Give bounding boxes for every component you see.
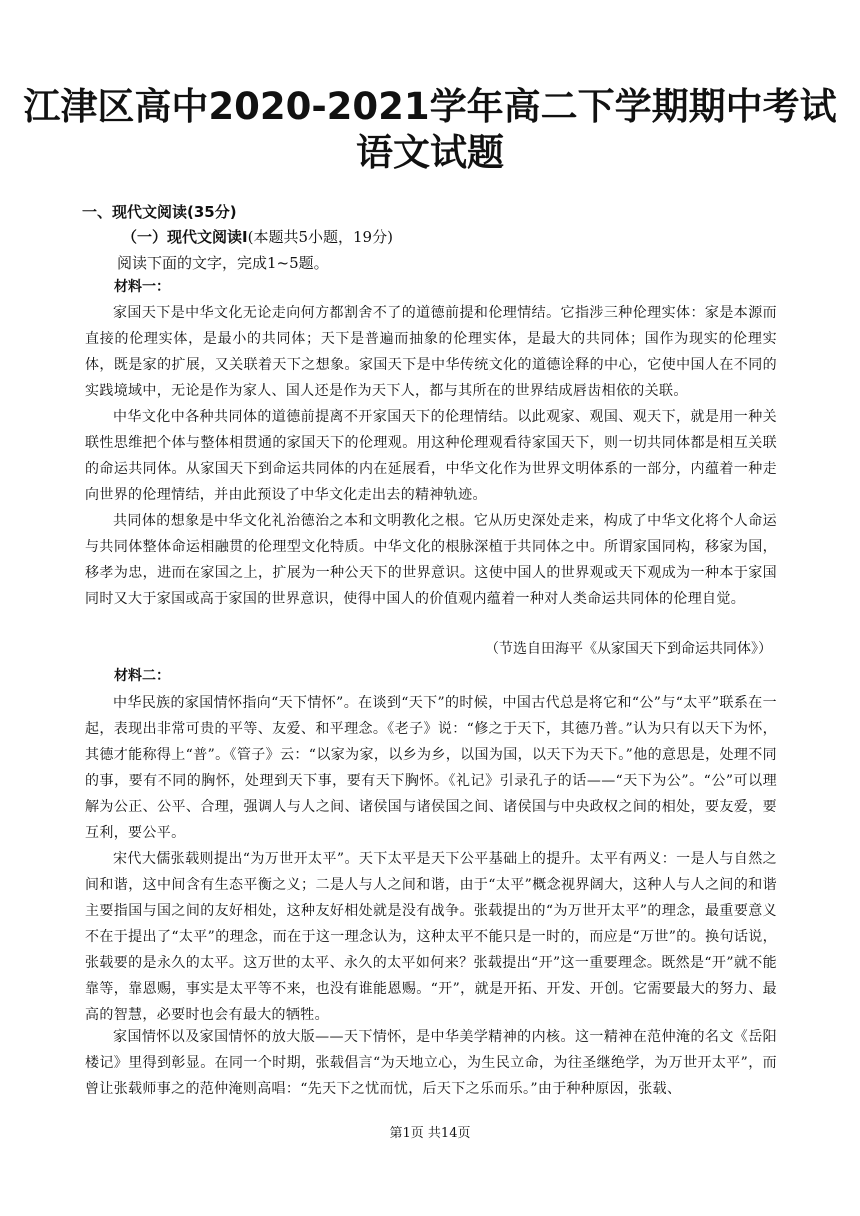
subsection-heading <box>122 226 393 248</box>
material-one-source: （节选自田海平《从家国天下到命运共同体》） <box>485 641 772 657</box>
exam-subtitle: 语文试题 <box>356 131 504 174</box>
exam-title: 江津区高中2020-2021学年高二下学期期中考试 <box>23 85 837 128</box>
material-one-paragraph: 家国天下是中华文化无论走向何方都割舍不了的道德前提和伦理情结。它指涉三种伦理实体：家是本源而直接的伦理实体，是最小的共同体；天下是普遍而抽象的伦理实体，是最大的共同体；国作为现实的伦理实体，既是家的扩展，又关联着天下之想象。家国天下是中华传统文化的道德诠释的中心，它使中国人在不同的实践境域中，无论是作为家人、国人还是作为天下人，都与其所在的世界结成唇齿相依的关联。 <box>85 305 777 399</box>
material-two-paragraph: 中华民族的家国情怀指向“天下情怀”。在谈到“天下”的时候，中国古代总是将它和“公”与“太平”联系在一起，表现出非常可贵的平等、友爱、和平理念。《老子》说：“修之于天下，其德乃普。”认为只有以天下为怀，其德才能称得上“普”。《管子》云：“以家为家，以乡为乡，以国为国，以天下为天下。”他的意思是，处理不同的事，要有不同的胸怀，处理到天下事，要有天下胸怀。《礼记》引录孔子的话——“天下为公”。“公”可以理解为公正、公平、合理，强调人与人之间、诸侯国与诸侯国之间、诸侯国与中央政权之间的相处，要友爱，要互利，要公平。 <box>85 695 777 841</box>
page-footer: 第1页 共14页 <box>389 1126 471 1141</box>
material-two-paragraph: 家国情怀以及家国情怀的放大版——天下情怀，是中华美学精神的内核。这一精神在范仲淹的名文《岳阳楼记》里得到彰显。在同一个时期，张载倡言“为天地立心，为生民立命，为往圣继绝学，为万世开太平”，而曾让张载师事之的范仲淹则高唱：“先天下之忧而忧，后天下之乐而乐。”由于种种原因，张载、 <box>85 1029 777 1097</box>
material-two-paragraph: 宋代大儒张载则提出“为万世开太平”。天下太平是天下公平基础上的提升。太平有两义：一是人与自然之间和谐，这中间含有生态平衡之义；二是人与人之间和谐，由于“太平”概念视界阔大，这种人与人之间的和谐主要指国与国之间的友好相处，这种友好相处就是没有战争。张载提出的“为万世开太平”的理念，最重要意义不在于提出了“太平”的理念，而在于这一理念认为，这种太平不能只是一时的，而应是“万世”的。换句话说，张载要的是永久的太平。这万世的太平、永久的太平如何来？张载提出“开”这一重要理念。既然是“开”就不能靠等，靠恩赐，事实是太平等不来，也没有谁能恩赐。“开”，就是开拓、开发、开创。它需要最大的努力、最高的智慧，必要时也会有最大的牺牲。 <box>85 851 777 1023</box>
section-heading: 一、现代文阅读(35分) <box>82 203 237 221</box>
subsection-title: （一）现代文阅读Ⅰ <box>122 228 248 246</box>
subsection-note: (本题共5小题，19分) <box>247 228 393 246</box>
material-one-label: 材料一： <box>114 279 170 295</box>
reading-instruction: 阅读下面的文字，完成1~5题。 <box>117 254 329 272</box>
material-one-paragraph: 共同体的想象是中华文化礼治德治之本和文明教化之根。它从历史深处走来，构成了中华文化将个人命运与共同体整体命运相融贯的伦理型文化特质。中华文化的根脉深植于共同体之中。所谓家国同构，移家为国，移孝为忠，进而在家国之上，扩展为一种公天下的世界意识。这使中国人的世界观或天下观成为一种本于家国同时又大于家国或高于家国的世界意识，使得中国人的价值观内蕴着一种对人类命运共同体的伦理自觉。 <box>85 513 777 607</box>
material-one-paragraph: 中华文化中各种共同体的道德前提离不开家国天下的伦理情结。以此观家、观国、观天下，就是用一种关联性思维把个体与整体相贯通的家国天下的伦理观。用这种伦理观看待家国天下，则一切共同体都是相互关联的命运共同体。从家国天下到命运共同体的内在延展看，中华文化作为世界文明体系的一部分，内蕴着一种走向世界的伦理情结，并由此预设了中华文化走出去的精神轨迹。 <box>85 409 777 503</box>
material-two-label: 材料二： <box>114 668 170 684</box>
